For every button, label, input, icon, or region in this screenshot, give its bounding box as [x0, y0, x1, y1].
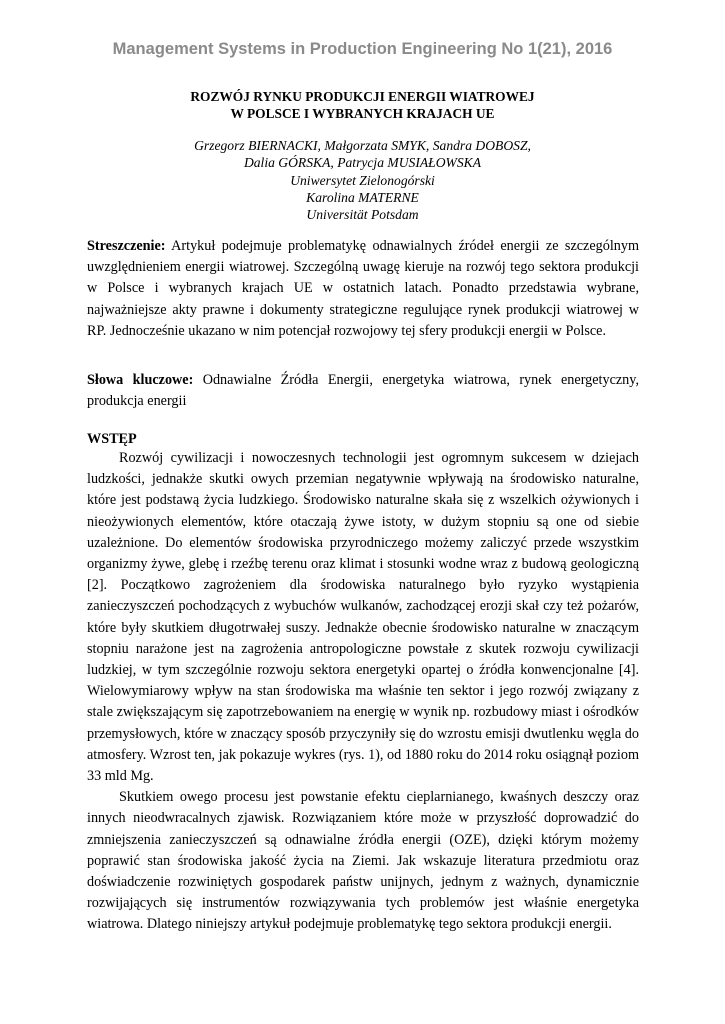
keywords-text: Odnawialne Źródła Energii, energetyka wiatrowa, rynek energetyczny, produkcja energii [87, 372, 639, 410]
author-block [0, 137, 725, 223]
section-body [87, 448, 639, 936]
keywords [87, 370, 639, 412]
section-heading: WSTĘP [87, 431, 137, 447]
paragraph-1: Rozwój cywilizacji i nowoczesnych technologii jest ogromnym sukcesem w dziejach ludzkości, jednakże skutki owych przemian negatywnie wpływają na środowisko naturalne, które jest podstawą życia ludzkiego. Środowisko naturalne skała się z wszelkich ożywionych i nieożywionych elementów, które otaczają żywe istoty, w dużym stopniu są one od siebie uzależnione. Do elementów środowiska przyrodniczego możemy zaliczyć przede wszystkim organizmy żywe, glebę i rzeźbę terenu oraz klimat i stosunki wodne wraz z budową geologiczną [2]. Początkowo zagrożeniem dla środowiska naturalnego było ryzyko wystąpienia zanieczyszczeń pochodzących z wybuchów wulkanów, zachodzącej erozji skał czy też pożarów, które były skutkiem długotrwałej suszy. Jednakże obecnie środowisko naturalne w znaczącym stopniu narażone jest na zagrożenia antropologiczne powstałe z skutek rozwoju cywilizacji ludzkiej, w tym szczególnie rozwoju sektora energetyki opartej o źródła konwencjonalne [4]. Wielowymiarowy wpływ na stan środowiska ma właśnie ten sektor i jego rozwój związany z stale zwiększającym się zapotrzebowaniem na energię w wynik np. rozbudowy miast i ośrodków przemysłowych, które w znaczący sposób przyczyniły się do wzrostu emisji dwutlenku węgla do atmosfery. Wzrost ten, jak pokazuje wykres (rys. 1), od 1880 roku do 2014 roku osiągnął poziom 33 mld Mg. [87, 450, 639, 785]
article-title [0, 88, 725, 122]
keywords-label: Słowa kluczowe: [87, 372, 194, 388]
affiliation-2: Universität Potsdam [306, 207, 419, 223]
abstract [87, 236, 639, 342]
abstract-label: Streszczenie: [87, 238, 166, 254]
title-line-2: W POLSCE I WYBRANYCH KRAJACH UE [230, 106, 495, 121]
journal-header: Management Systems in Production Engineering No 1(21), 2016 [112, 40, 613, 58]
paragraph-2: Skutkiem owego procesu jest powstanie efektu cieplarnianego, kwaśnych deszczy oraz innych nieodwracalnych zjawisk. Rozwiązaniem które może w przyszłość doprowadzić do zmniejszenia zanieczyszczeń są odnawialne źródła energii (OZE), dzięki którym możemy poprawić stan środowiska jakość życia na Ziemi. Jak wskazuje literatura przedmiotu oraz doświadczenie rozwiniętych gospodarek państw unijnych, jednym z ważnych, dynamicznie rozwijających się instrumentów rozwiązywania tych problemów jest właśnie energetyka wiatrowa. Dlatego niniejszy artykuł podejmuje problematykę tego sektora produkcji energii. [87, 789, 639, 933]
abstract-text: Artykuł podejmuje problematykę odnawialnych źródeł energii ze szczególnym uwzględnieniem energii wiatrowej. Szczególną uwagę kieruje na rozwój tego sektora produkcji w Polsce i wybranych krajach UE w ostatnich latach. Ponadto przedstawia wybrane, najważniejsze akty prawne i dokumenty strategiczne regulujące rynek produkcji wiatrowej w RP. Jednocześnie ukazano w nim potencjał rozwojowy tej sfery produkcji energii w Polsce. [87, 238, 639, 339]
authors-line-1: Grzegorz BIERNACKI, Małgorzata SMYK, Sandra DOBOSZ, [194, 138, 531, 153]
affiliation-1: Uniwersytet Zielonogórski [290, 172, 435, 188]
authors-line-2: Dalia GÓRSKA, Patrycja MUSIAŁOWSKA [243, 155, 482, 171]
author-3: Karolina MATERNE [306, 189, 419, 205]
title-line-1: ROZWÓJ RYNKU PRODUKCJI ENERGII WIATROWEJ [190, 89, 535, 104]
